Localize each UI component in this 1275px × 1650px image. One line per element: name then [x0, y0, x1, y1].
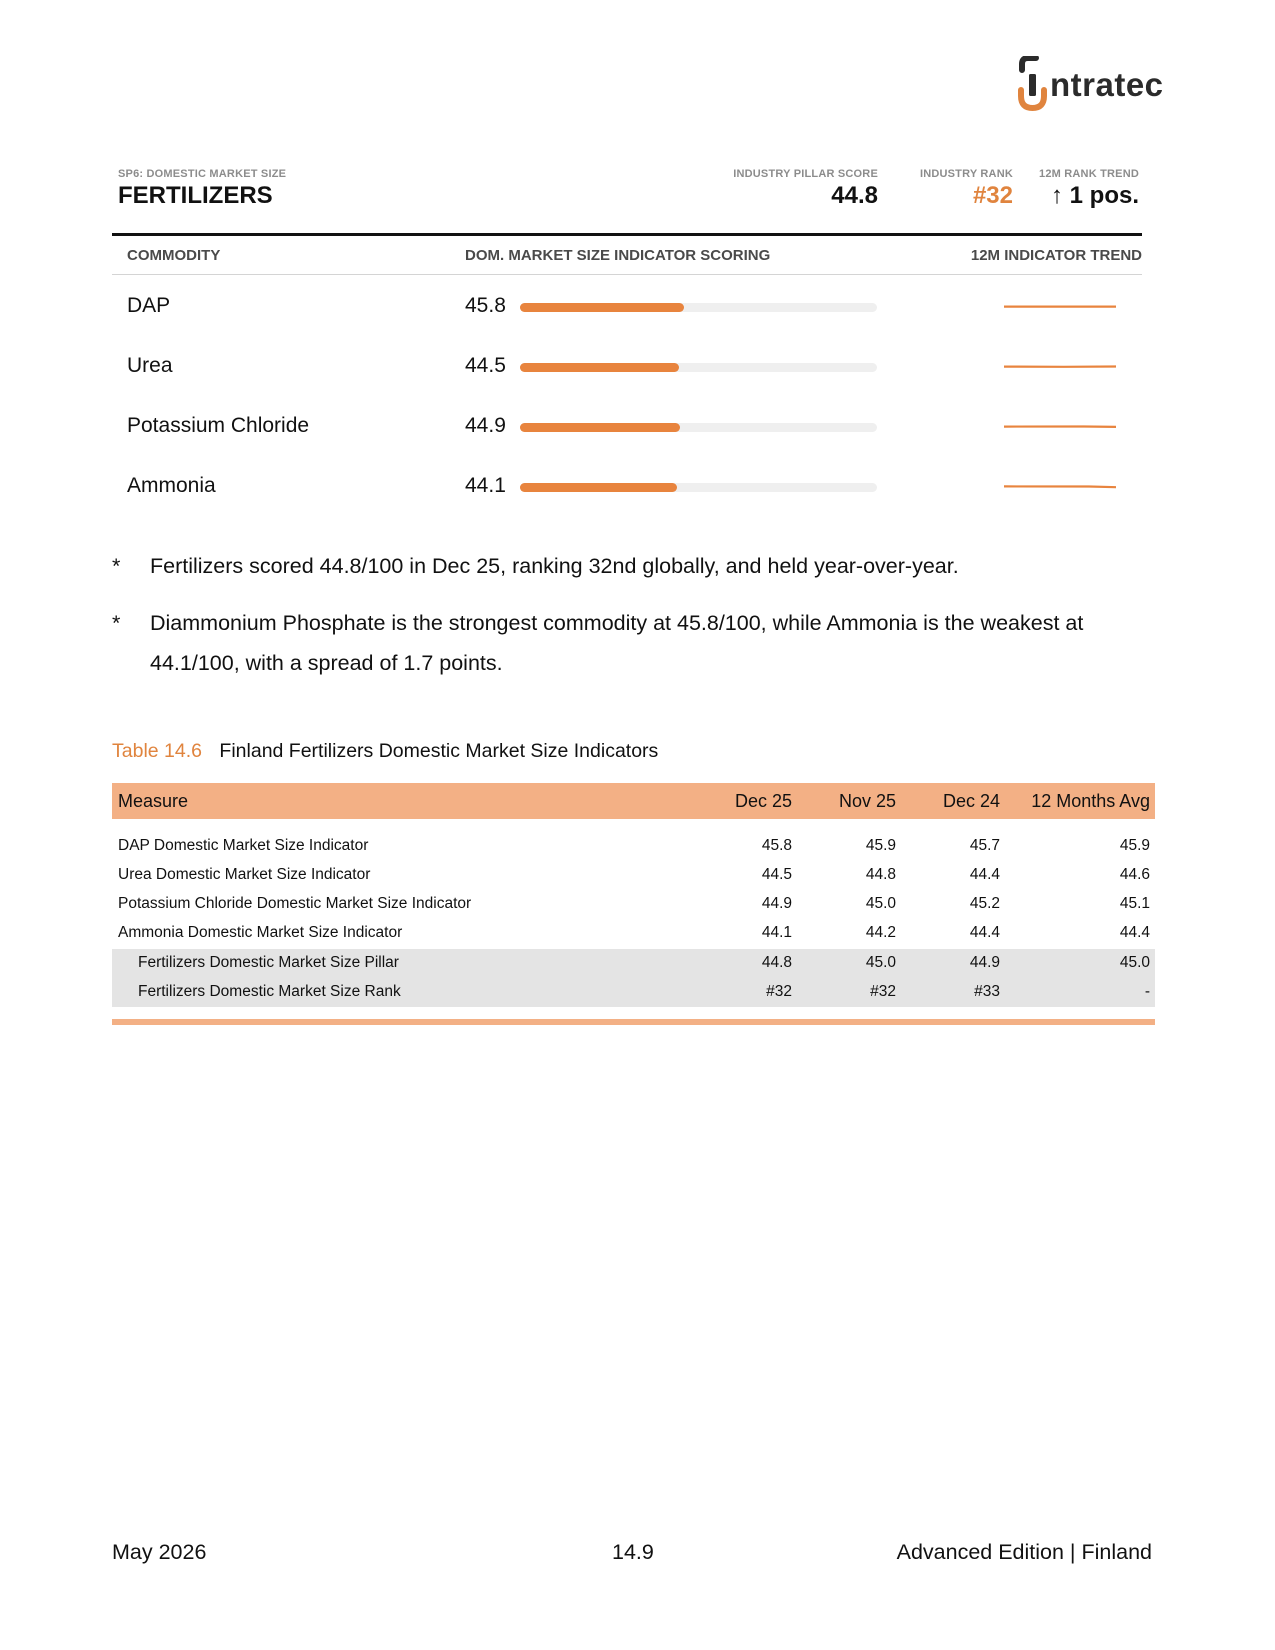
trend-sparkline [1004, 296, 1116, 316]
trend-sparkline [1004, 356, 1116, 376]
td-nov25: 44.8 [865, 866, 896, 883]
table-summary-row [112, 949, 1155, 978]
commodity-score: 44.9 [465, 414, 506, 437]
rank-trend-label: 12M RANK TREND [1039, 168, 1139, 180]
table-number: Table 14.6 [112, 740, 202, 762]
commodity-header-divider [112, 274, 1142, 275]
td-measure: Urea Domestic Market Size Indicator [118, 866, 371, 883]
footer-edition: Advanced Edition | Finland [896, 1540, 1152, 1564]
commodity-score: 45.8 [465, 294, 506, 317]
td-dec24: 45.7 [969, 837, 1000, 854]
score-bar-track [520, 483, 877, 492]
rank-trend-value [1051, 182, 1139, 210]
footer-date: May 2026 [112, 1540, 207, 1564]
logo-i-mark-icon [1016, 56, 1050, 112]
table-row [112, 919, 1155, 948]
bullet-marker: * [112, 611, 121, 635]
bullet-marker: * [112, 554, 121, 578]
score-bar-track [520, 363, 877, 372]
td-12m-avg: 45.0 [1119, 954, 1150, 971]
logo-text: ntratec [1050, 66, 1164, 103]
td-12m-avg: 45.1 [1119, 895, 1150, 912]
th-nov25: Nov 25 [838, 791, 896, 811]
commodity-row [112, 288, 1142, 328]
intratec-logo [1016, 56, 1164, 112]
td-dec25: 44.5 [761, 866, 792, 883]
td-dec25: 45.8 [761, 837, 792, 854]
section-label: SP6: DOMESTIC MARKET SIZE [118, 168, 287, 180]
td-nov25: 44.2 [865, 924, 896, 941]
commodity-score: 44.5 [465, 354, 506, 377]
bullet-text: Fertilizers scored 44.8/100 in Dec 25, ranking 32nd globally, and held year-over-year. [150, 554, 959, 578]
summary-bullet [112, 546, 1157, 586]
col-commodity: COMMODITY [127, 247, 221, 264]
th-dec25: Dec 25 [734, 791, 792, 811]
score-bar-track [520, 423, 877, 432]
td-dec24: 44.4 [969, 866, 1000, 883]
table-row [112, 890, 1155, 919]
td-12m-avg: 44.4 [1119, 924, 1150, 941]
commodity-row [112, 348, 1142, 388]
industry-rank-value: #32 [972, 182, 1013, 209]
commodity-name: Potassium Chloride [127, 414, 310, 437]
col-scoring: DOM. MARKET SIZE INDICATOR SCORING [465, 247, 771, 264]
trend-sparkline [1004, 476, 1116, 496]
td-dec25: 44.1 [761, 924, 792, 941]
score-bar-fill [520, 303, 684, 312]
score-bar-fill [520, 483, 677, 492]
table-caption [112, 740, 658, 763]
td-12m-avg: - [1144, 983, 1150, 1000]
td-dec25: #32 [766, 983, 792, 1000]
td-dec24: 44.9 [969, 954, 1000, 971]
td-dec24: #33 [974, 983, 1000, 1000]
pillar-score-value: 44.8 [831, 182, 878, 209]
arrow-up-icon: ↑ [1050, 182, 1063, 209]
commodity-name: DAP [127, 294, 171, 317]
table-bottom-rule [112, 1019, 1155, 1025]
td-nov25: 45.0 [865, 954, 896, 971]
footer-page-number: 14.9 [612, 1540, 654, 1564]
td-dec24: 44.4 [969, 924, 1000, 941]
commodity-name: Urea [127, 354, 173, 377]
th-measure: Measure [118, 791, 189, 811]
header-divider [112, 233, 1142, 236]
table-row [112, 861, 1155, 890]
td-nov25: #32 [870, 983, 896, 1000]
commodity-name: Ammonia [127, 474, 216, 497]
td-nov25: 45.0 [865, 895, 896, 912]
td-measure: Ammonia Domestic Market Size Indicator [118, 924, 403, 941]
commodity-score: 44.1 [465, 474, 506, 497]
th-12m-avg: 12 Months Avg [1031, 791, 1150, 811]
table-title: Finland Fertilizers Domestic Market Size Indicators [219, 740, 659, 762]
td-12m-avg: 45.9 [1119, 837, 1150, 854]
page-title: FERTILIZERS [118, 182, 273, 209]
score-bar-track [520, 303, 877, 312]
table-row [112, 832, 1155, 861]
td-measure: Fertilizers Domestic Market Size Pillar [138, 954, 399, 971]
summary-bullet [112, 603, 1157, 683]
td-dec25: 44.9 [761, 895, 792, 912]
score-bar-fill [520, 423, 680, 432]
score-bar-fill [520, 363, 679, 372]
td-nov25: 45.9 [865, 837, 896, 854]
td-measure: Fertilizers Domestic Market Size Rank [138, 983, 401, 1000]
col-trend: 12M INDICATOR TREND [970, 247, 1142, 264]
td-measure: Potassium Chloride Domestic Market Size Indicator [118, 895, 472, 912]
td-12m-avg: 44.6 [1119, 866, 1150, 883]
trend-sparkline [1004, 416, 1116, 436]
industry-rank-label: INDUSTRY RANK [919, 168, 1013, 180]
pillar-score-label: INDUSTRY PILLAR SCORE [733, 168, 878, 180]
td-dec25: 44.8 [761, 954, 792, 971]
td-measure: DAP Domestic Market Size Indicator [118, 837, 369, 854]
commodity-row [112, 468, 1142, 508]
th-dec24: Dec 24 [942, 791, 1000, 811]
table-header [112, 783, 1155, 819]
commodity-row [112, 408, 1142, 448]
bullet-text: Diammonium Phosphate is the strongest commodity at 45.8/100, while Ammonia is the weakest at 44.1/100, with a spread of 1.7 points. [150, 611, 1084, 675]
rank-trend-text: 1 pos. [1069, 182, 1139, 209]
td-dec24: 45.2 [969, 895, 1000, 912]
table-summary-row [112, 978, 1155, 1007]
